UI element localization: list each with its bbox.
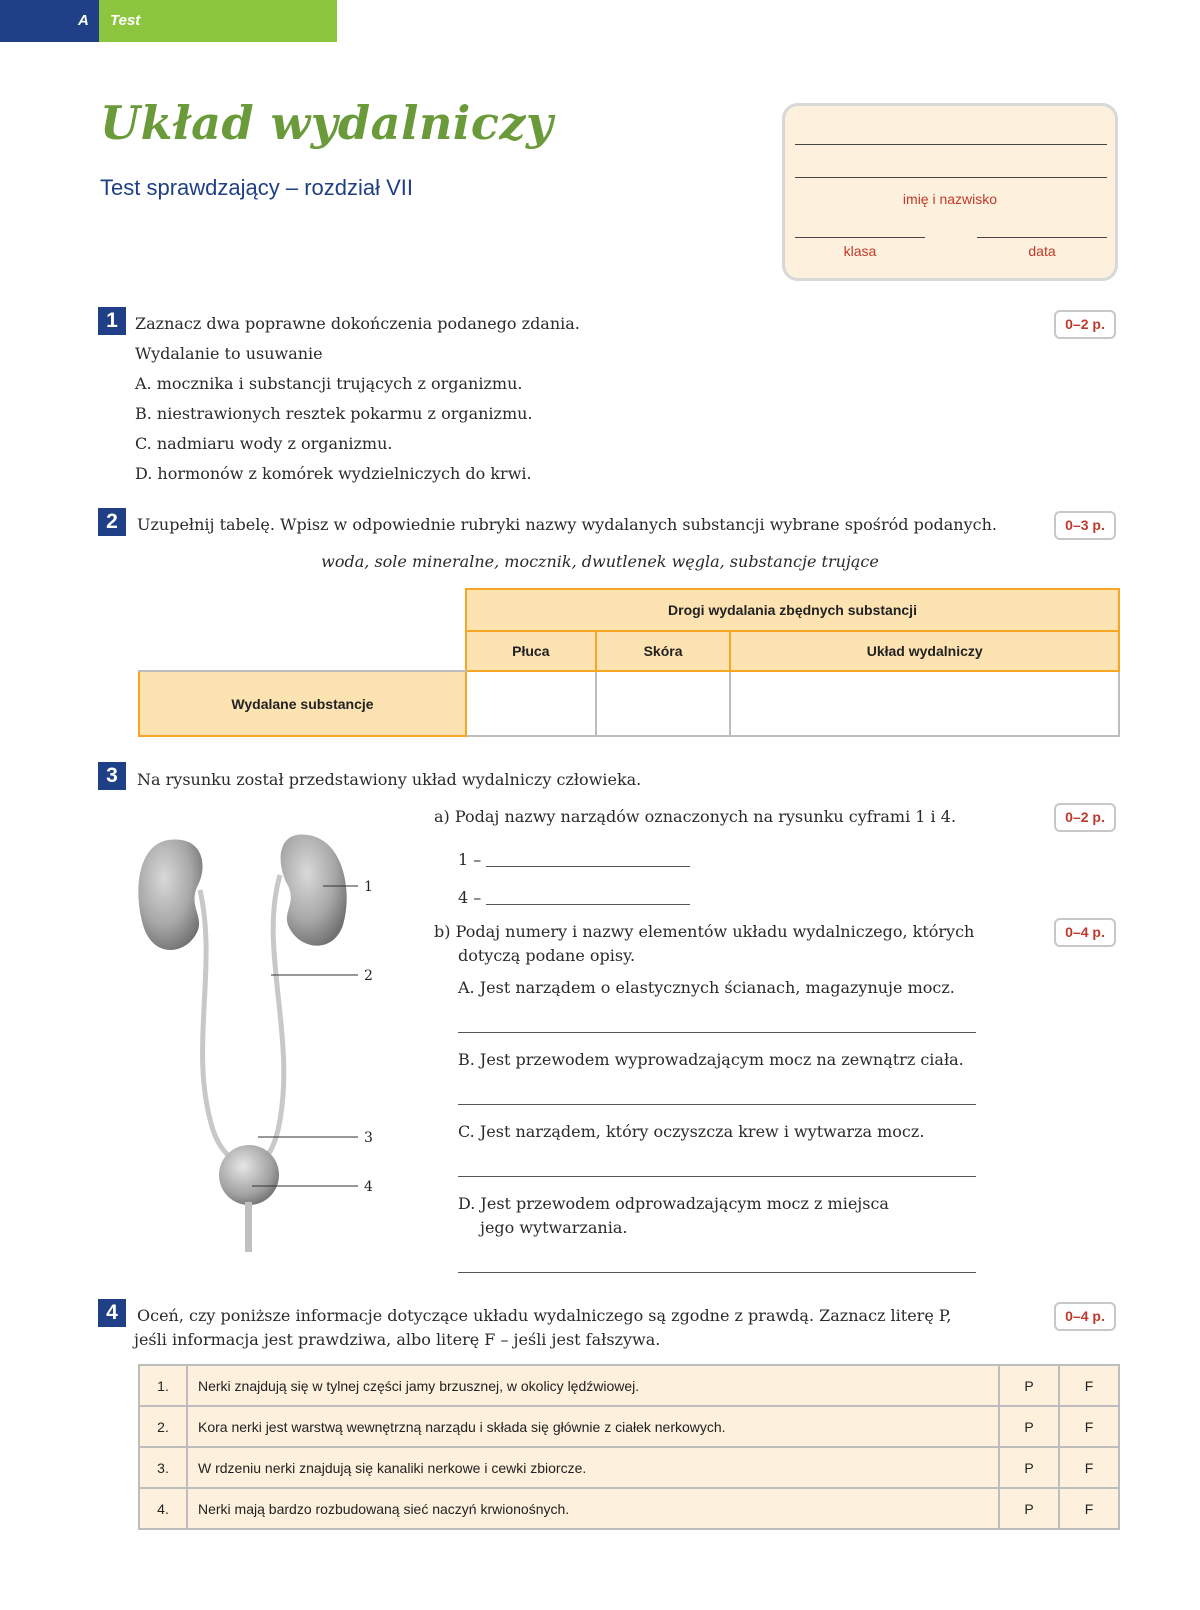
right-kidney [281, 834, 347, 945]
row-statement: Nerki znajdują się w tylnej części jamy brzusznej, w okolicy lędźwiowej. [187, 1365, 999, 1406]
name-label: imię i nazwisko [902, 191, 998, 207]
task-3a-blank-1[interactable] [486, 866, 690, 867]
table-col-skin: Skóra [596, 631, 731, 671]
task-3b-item-d-line2: jego wytwarzania. [480, 1218, 628, 1237]
true-option[interactable]: P [999, 1406, 1059, 1447]
true-option[interactable]: P [999, 1447, 1059, 1488]
task-4-points: 0–4 p. [1054, 1302, 1116, 1331]
task-3b-answer-b[interactable] [458, 1104, 976, 1105]
row-number: 4. [139, 1488, 187, 1529]
task-3b-answer-c[interactable] [458, 1176, 976, 1177]
task-3b-item-a: A. Jest narządem o elastycznych ścianach, magazynuje mocz. [458, 978, 955, 997]
task-3b-item-c: C. Jest narządem, który oczyszcza krew i wytwarza mocz. [458, 1122, 925, 1141]
table-row [139, 1488, 1119, 1529]
false-option[interactable]: F [1059, 1447, 1119, 1488]
table-empty-corner [139, 589, 466, 631]
task-3b-answer-d[interactable] [458, 1272, 976, 1273]
diagram-label-1: 1 [364, 879, 373, 895]
table-group-header: Drogi wydalania zbędnych substancji [466, 589, 1119, 631]
task-2-points: 0–3 p. [1054, 511, 1116, 540]
task-3b-question-line2: dotyczą podane opisy. [458, 946, 636, 965]
table-row [139, 1365, 1119, 1406]
left-kidney [138, 839, 202, 950]
class-line[interactable] [795, 237, 925, 238]
diagram-label-3: 3 [364, 1130, 373, 1146]
task-1-stem: Wydalanie to usuwanie [135, 344, 323, 363]
date-label: data [1028, 243, 1056, 259]
false-option[interactable]: F [1059, 1365, 1119, 1406]
table-col-excretory: Układ wydalniczy [730, 631, 1119, 671]
task-4-table [138, 1364, 1120, 1530]
row-number: 1. [139, 1365, 187, 1406]
true-option[interactable]: P [999, 1365, 1059, 1406]
task-3a-points: 0–2 p. [1054, 803, 1116, 832]
diagram-label-4: 4 [364, 1179, 373, 1195]
task-4-instruction-line2: jeśli informacja jest prawdziwa, albo literę F – jeśli jest fałszywa. [134, 1330, 661, 1349]
task-3b-answer-a[interactable] [458, 1032, 976, 1033]
task-1-option-b[interactable]: B. niestrawionych resztek pokarmu z organizmu. [135, 404, 533, 423]
diagram-label-2: 2 [364, 968, 373, 984]
task-1-option-a[interactable]: A. mocznika i substancji trujących z organizmu. [135, 374, 523, 393]
table-answer-skin[interactable] [596, 671, 731, 736]
row-statement: Kora nerki jest warstwą wewnętrzną narządu i składa się głównie z ciałek nerkowych. [187, 1406, 999, 1447]
task-3a-blank-4-label: 4 – [458, 888, 482, 907]
table-empty-corner-2 [139, 631, 466, 671]
table-row [139, 1447, 1119, 1488]
date-line[interactable] [977, 237, 1107, 238]
right-ureter [260, 875, 284, 1165]
task-1-option-d[interactable]: D. hormonów z komórek wydzielniczych do krwi. [135, 464, 532, 483]
table-answer-lungs[interactable] [466, 671, 596, 736]
task-3-number: 3 [98, 762, 126, 790]
task-3-intro: Na rysunku został przedstawiony układ wydalniczy człowieka. [137, 770, 642, 789]
row-statement: Nerki mają bardzo rozbudowaną sieć naczyń krwionośnych. [187, 1488, 999, 1529]
true-option[interactable]: P [999, 1488, 1059, 1529]
page-title: Układ wydalniczy [100, 96, 554, 150]
task-1-instruction: Zaznacz dwa poprawne dokończenia podanego zdania. [135, 314, 580, 333]
left-ureter [200, 890, 238, 1165]
task-1-points: 0–2 p. [1054, 310, 1116, 339]
header-label: Test [110, 12, 141, 29]
task-4-instruction-line1: Oceń, czy poniższe informacje dotyczące układu wydalniczego są zgodne z prawdą. Zaznacz literę P, [137, 1306, 952, 1325]
task-3a-blank-1-label: 1 – [458, 850, 482, 869]
table-row-label: Wydalane substancje [139, 671, 466, 736]
task-1-number: 1 [98, 307, 126, 335]
table-answer-excretory[interactable] [730, 671, 1119, 736]
bladder [219, 1145, 279, 1205]
row-number: 2. [139, 1406, 187, 1447]
name-line-2[interactable] [795, 177, 1107, 178]
task-1-option-c[interactable]: C. nadmiaru wody z organizmu. [135, 434, 393, 453]
task-2-word-bank: woda, sole mineralne, mocznik, dwutlenek węgla, substancje trujące [321, 552, 879, 571]
task-2-table [138, 588, 1120, 737]
table-col-lungs: Płuca [466, 631, 596, 671]
task-3a-question: a) Podaj nazwy narządów oznaczonych na rysunku cyframi 1 i 4. [434, 807, 957, 826]
row-number: 3. [139, 1447, 187, 1488]
header-letter: A [78, 12, 89, 29]
task-3a-blank-4[interactable] [486, 904, 690, 905]
urethra [245, 1202, 252, 1252]
task-3b-points: 0–4 p. [1054, 918, 1116, 947]
task-3b-question-line1: b) Podaj numery i nazwy elementów układu wydalniczego, których [434, 922, 975, 941]
page-subtitle: Test sprawdzający – rozdział VII [100, 175, 414, 200]
task-2-instruction: Uzupełnij tabelę. Wpisz w odpowiednie rubryki nazwy wydalanych substancji wybrane spośród podanych. [137, 515, 997, 534]
excretory-system-diagram [128, 830, 408, 1260]
name-line-1[interactable] [795, 144, 1107, 145]
task-2-number: 2 [98, 508, 126, 536]
class-label: klasa [843, 243, 877, 259]
task-4-number: 4 [98, 1299, 126, 1327]
task-3b-item-d: D. Jest przewodem odprowadzającym mocz z miejsca [458, 1194, 889, 1213]
task-3b-item-b: B. Jest przewodem wyprowadzającym mocz na zewnątrz ciała. [458, 1050, 964, 1069]
table-row [139, 1406, 1119, 1447]
student-info-box [782, 103, 1118, 281]
false-option[interactable]: F [1059, 1488, 1119, 1529]
row-statement: W rdzeniu nerki znajdują się kanaliki nerkowe i cewki zbiorcze. [187, 1447, 999, 1488]
false-option[interactable]: F [1059, 1406, 1119, 1447]
